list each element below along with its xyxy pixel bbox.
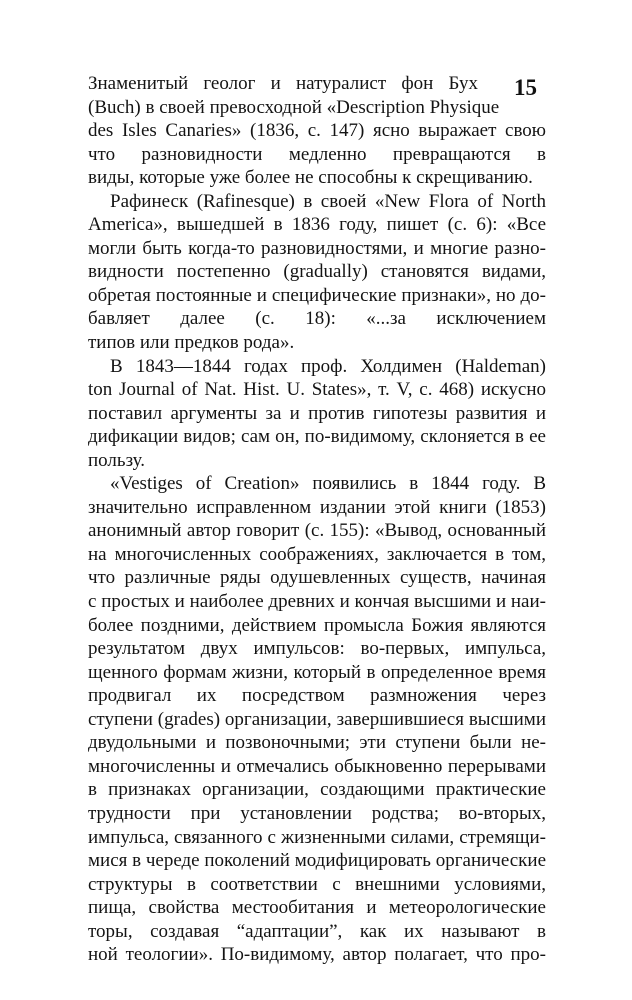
text-line: что разновидности медленно превращаются в (88, 143, 546, 165)
text-line: торы, создавая “адаптации”, как их называют в (88, 920, 546, 942)
text-line: что различные ряды одушевленных существ, начиная (88, 567, 546, 589)
text-line: пища, свойства местообитания и метеорологические (88, 897, 546, 919)
text-line: щенного формам жизни, который в определенное время (88, 661, 546, 683)
text-line: видности постепенно (gradually) становятся видами, (88, 261, 546, 283)
text-line: Знаменитый геолог и натуралист фон Бух (88, 73, 478, 94)
text-line: значительно исправленном издании этой книги (1853) (88, 496, 546, 518)
text-line: дификации видов; сам он, по-видимому, склоняется в ее (88, 426, 546, 448)
text-line: пользу. (88, 449, 146, 471)
text-line: Рафинеск (Rafinesque) в своей «New Flora of North (110, 190, 546, 212)
text-line: многочисленны и отмечались обыкновенно перерывами (88, 755, 546, 777)
text-line: America», вышедшей в 1836 году, пишет (с. 6): «Все (88, 214, 546, 236)
text-line: (Buch) в своей превосходной «Description Physique (88, 96, 500, 118)
text-line: трудности при установлении родства; во-вторых, (88, 802, 546, 824)
text-line: виды, которые уже более не способны к скрещиванию. (88, 167, 533, 189)
text-line: в признаках организации, создающими практические (88, 779, 546, 801)
text-line: более поздними, действием промысла Божия являются (88, 614, 546, 636)
text-line: могли быть когда-то разновидностями, и многие разно- (88, 237, 546, 259)
text-line: В 1843—1844 годах проф. Холдимен (Haldeman) (110, 355, 546, 377)
text-line: импульса, связанного с жизненными силами, стремящи- (88, 826, 546, 848)
body-text (88, 72, 546, 967)
text-line: ступени (grades) организации, завершившиеся высшими (88, 708, 546, 730)
text-line: структуры в соответствии с внешними условиями, (88, 873, 546, 895)
text-line: анонимный автор говорит (с. 155): «Вывод, основанный (88, 520, 546, 542)
page-number: 15 (514, 75, 537, 100)
text-line: мися в череде поколений модифицировать органические (88, 850, 546, 872)
text-line: des Isles Canaries» (1836, с. 147) ясно выражает свою (88, 120, 546, 142)
text-line: двудольными и позвоночными; эти ступени были не- (88, 732, 546, 754)
text-line: обретая постоянные и специфические признаки», но до- (88, 284, 546, 306)
text-line: поставил аргументы за и против гипотезы развития и (88, 402, 546, 424)
text-line: продвигал их посредством размножения через (88, 685, 546, 707)
text-line: результатом двух импульсов: во-первых, импульса, (88, 638, 546, 660)
text-line: на многочисленных соображениях, заключается в том, (88, 543, 546, 565)
text-line: ton Journal of Nat. Hist. U. States», т. V, с. 468) искусно (88, 379, 546, 401)
text-line: «Vestiges of Creation» появились в 1844 году. В (110, 473, 546, 495)
text-line: ной теологии». По-видимому, автор полагает, что про- (88, 944, 546, 966)
text-line: типов или предков рода». (88, 332, 295, 354)
text-line: с простых и наиболее древних и кончая высшими и наи- (88, 591, 546, 613)
text-line: бавляет далее (с. 18): «...за исключением (88, 308, 546, 330)
